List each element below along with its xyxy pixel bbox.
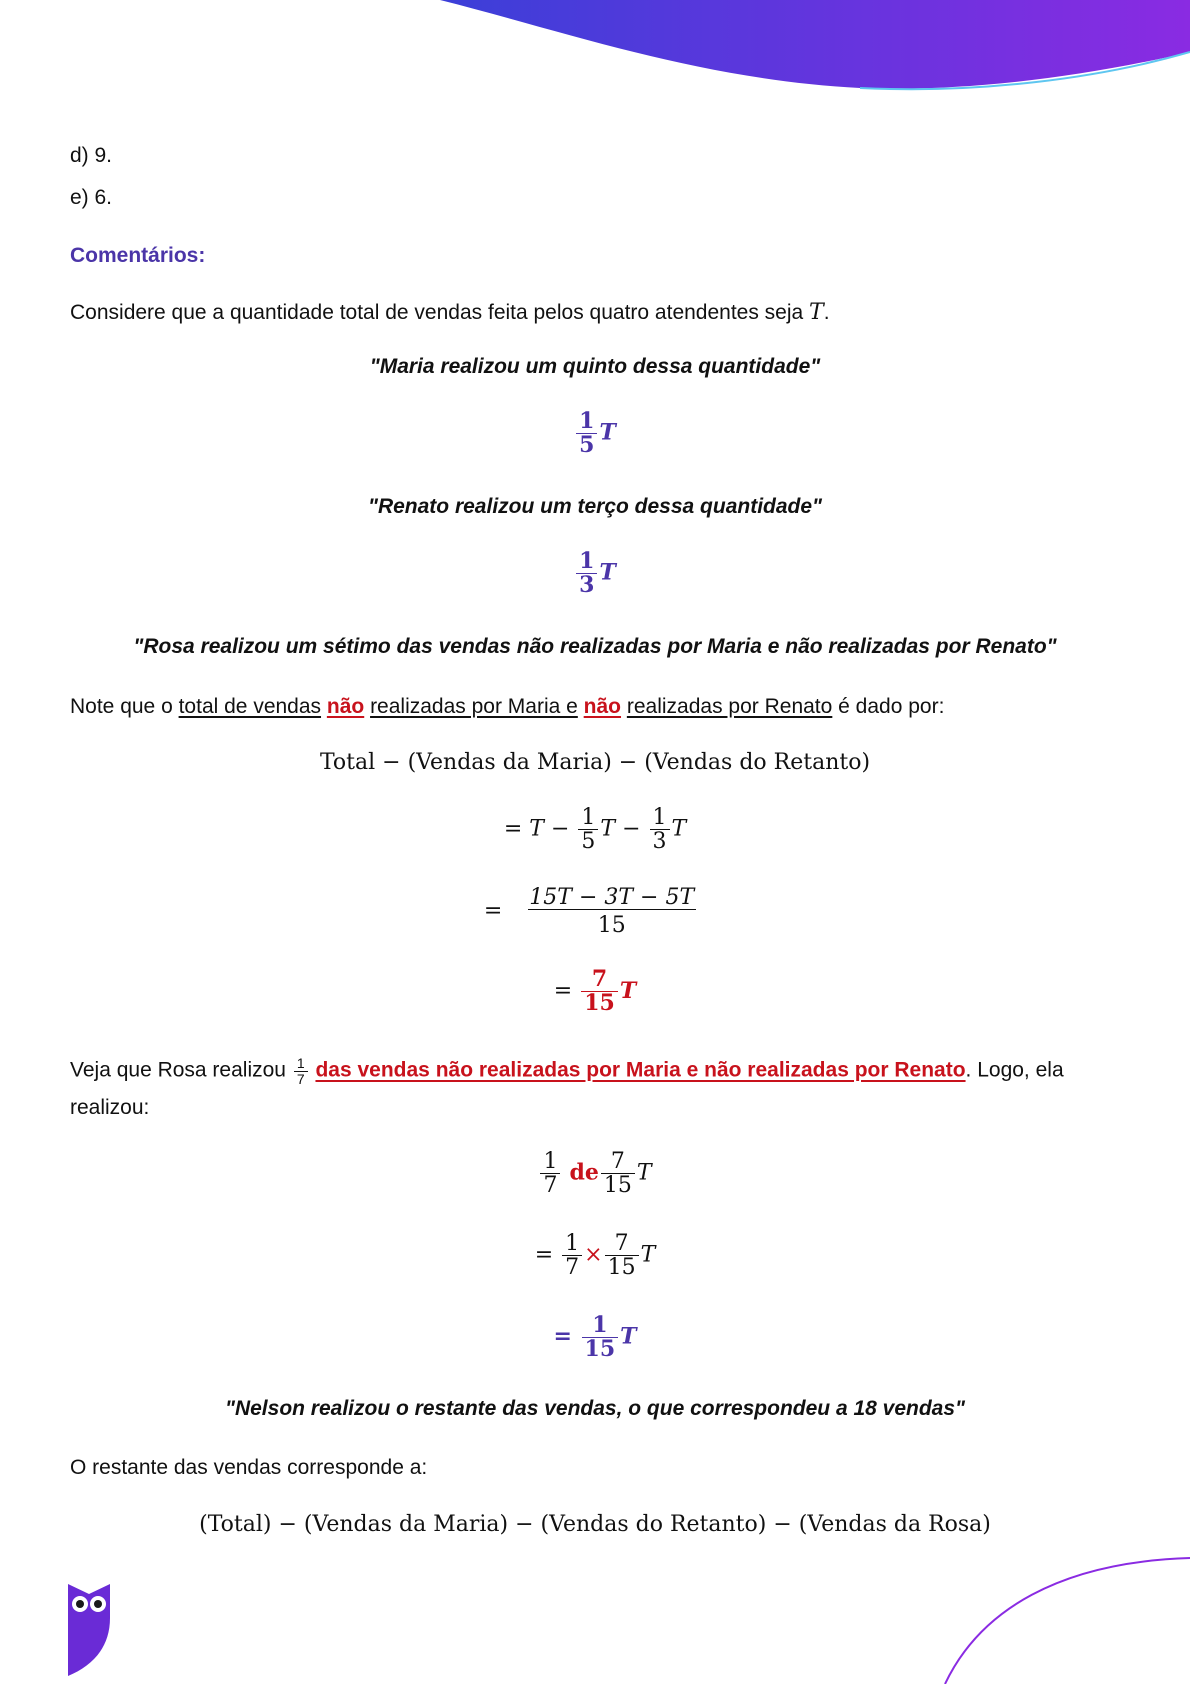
- quote-rosa: "Rosa realizou um sétimo das vendas não realizadas por Maria e não realizadas por Renato": [133, 635, 1057, 658]
- maria-fraction: $\frac{1}{5}$ T: [0, 410, 1190, 457]
- owl-logo: [62, 1578, 116, 1678]
- expression-rosa-of: $\frac{1}{7}$ de $\frac{7}{15}$ T: [0, 1150, 1190, 1197]
- veja-paragraph: Veja que Rosa realizou $\frac{1}{7}$ das vendas não realizadas por Maria e não realizadas por Renato. Logo, ela: [70, 1055, 1064, 1087]
- footer-curve-decoration: [900, 1550, 1190, 1684]
- restante-paragraph: O restante das vendas corresponde a:: [70, 1456, 428, 1479]
- intro-paragraph: Considere que a quantidade total de vendas feita pelos quatro atendentes seja T.: [70, 300, 830, 325]
- comentarios-heading: Comentários:: [70, 244, 206, 267]
- expression-total: Total − (Vendas da Maria) − (Vendas do Retanto): [319, 750, 871, 775]
- expression-common-denominator: = $\frac{15T - 3T - 5T}{15}$: [483, 885, 695, 939]
- expression-restante: (Total) − (Vendas da Maria) − (Vendas do Retanto) − (Vendas da Rosa): [199, 1512, 991, 1537]
- quote-renato: "Renato realizou um terço dessa quantidade": [367, 495, 822, 518]
- quote-maria: "Maria realizou um quinto dessa quantidade": [369, 355, 821, 378]
- veja-paragraph-end: realizou:: [70, 1096, 150, 1119]
- header-decoration: [0, 0, 1190, 100]
- note-paragraph: Note que o total de vendas não realizadas por Maria e não realizadas por Renato é dado por:: [70, 695, 945, 718]
- expression-rosa-result: = $\frac{1}{15}$ T: [553, 1312, 637, 1363]
- option-e: e) 6.: [70, 186, 113, 209]
- quote-nelson: "Nelson realizou o restante das vendas, o que correspondeu a 18 vendas": [225, 1397, 965, 1420]
- expression-result-7-15: = $\frac{7}{15}$ T: [553, 966, 637, 1017]
- expression-rosa-product: = $\frac{1}{7}$ × $\frac{7}{15}$ T: [534, 1231, 656, 1281]
- option-d: d) 9.: [70, 144, 113, 167]
- expression-subtraction: = T − $\frac{1}{5}$ T − $\frac{1}{3}$ T: [503, 805, 687, 855]
- renato-fraction: $\frac{1}{3}$ T: [0, 550, 1190, 597]
